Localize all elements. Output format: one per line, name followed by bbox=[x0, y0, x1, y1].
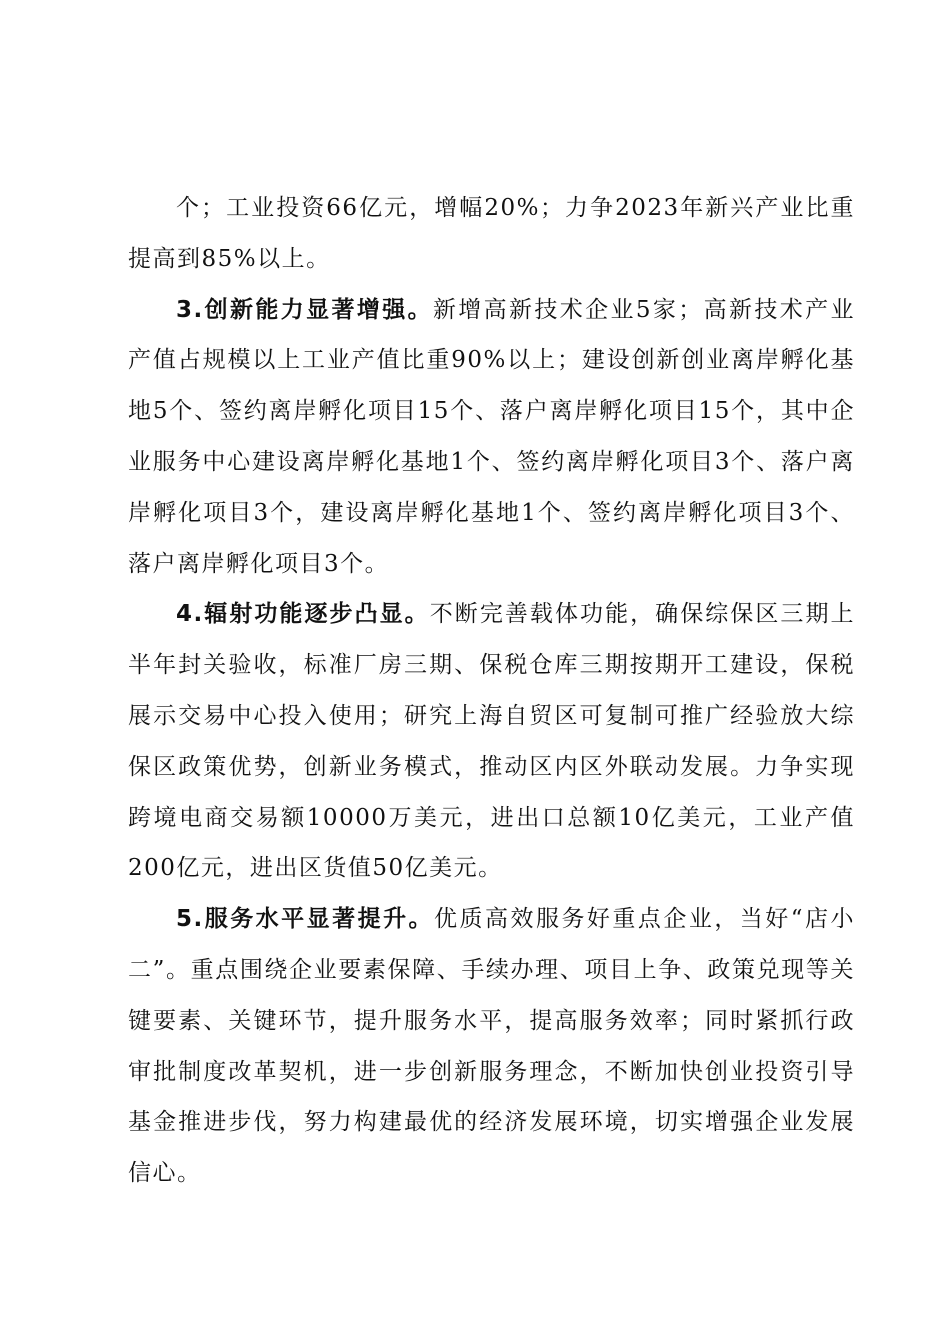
paragraph-heading: 4.辐射功能逐步凸显。 bbox=[176, 601, 430, 628]
paragraph-text: 不断完善载体功能，确保综保区三期上半年封关验收，标准厂房三期、保税仓库三期按期开工建设，保税展示交易中心投入使用；研究上海自贸区可复制可推广经验放大综保区政策优势，创新业务模式，推动区内区外联动发展。力争实现跨境电商交易额10000万美元，进出口总额10亿美元，工业产值200亿元，进出区货值50亿美元。 bbox=[128, 601, 856, 882]
paragraph-text: 优质高效服务好重点企业，当好“店小二”。重点围绕企业要素保障、手续办理、项目上争、政策兑现等关键要素、关键环节，提升服务水平，提高服务效率；同时紧抓行政审批制度改革契机，进一步创新服务理念，不断加快创业投资引导基金推进步伐，努力构建最优的经济发展环境，切实增强企业发展信心。 bbox=[128, 906, 855, 1187]
paragraph-radiation bbox=[128, 589, 855, 894]
paragraph-text: 个；工业投资66亿元，增幅20%；力争2023年新兴产业比重提高到85%以上。 bbox=[128, 195, 855, 272]
paragraph-service bbox=[128, 894, 855, 1199]
paragraph-heading: 5.服务水平显著提升。 bbox=[176, 906, 435, 933]
paragraph-innovation bbox=[128, 285, 855, 590]
paragraph-continuation bbox=[128, 183, 855, 285]
paragraph-text: 新增高新技术企业5家；高新技术产业产值占规模以上工业产值比重90%以上；建设创新创业离岸孵化基地5个、签约离岸孵化项目15个、落户离岸孵化项目15个，其中企业服务中心建设离岸孵化基地1个、签约离岸孵化项目3个、落户离岸孵化项目3个，建设离岸孵化基地1个、签约离岸孵化项目3个、落户离岸孵化项目3个。 bbox=[128, 296, 855, 577]
paragraph-heading: 3.创新能力显著增强。 bbox=[176, 296, 433, 323]
document-body bbox=[128, 183, 855, 1199]
